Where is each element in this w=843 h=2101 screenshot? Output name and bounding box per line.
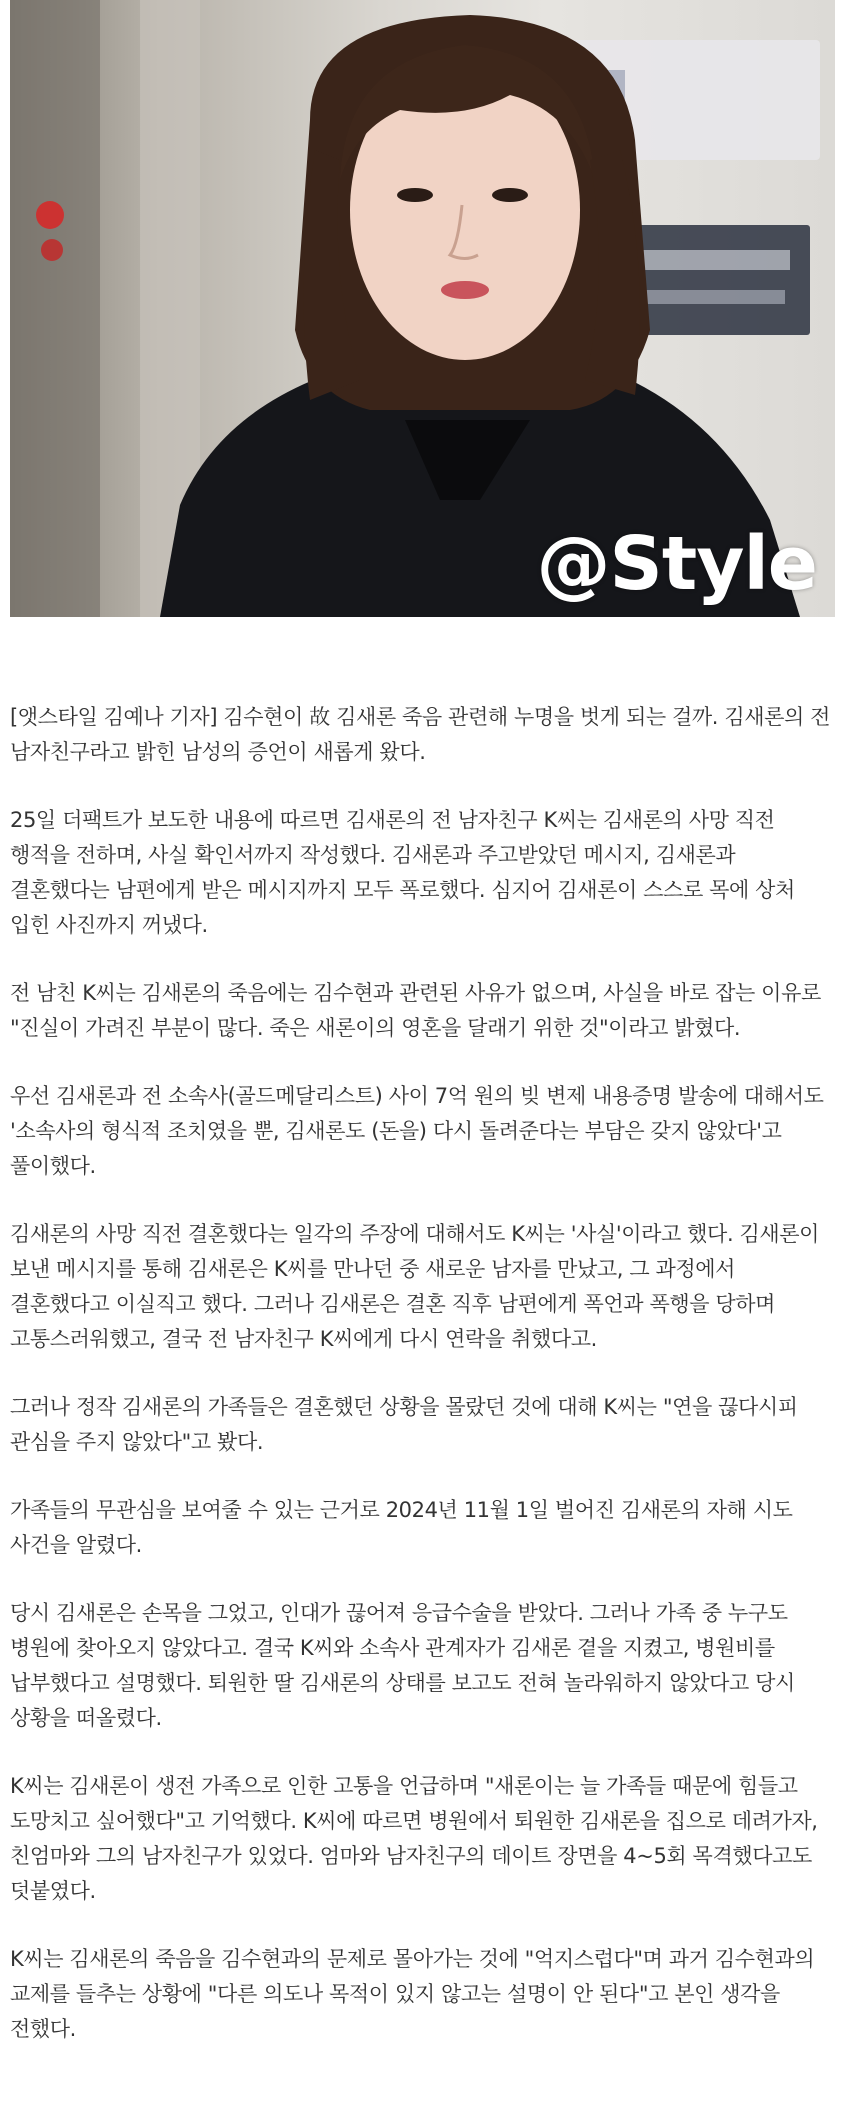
article-body xyxy=(10,700,833,2080)
article-paragraph: 당시 김새론은 손목을 그었고, 인대가 끊어져 응급수술을 받았다. 그러나 가족 중 누구도 병원에 찾아오지 않았다고. 결국 K씨와 소속사 관계자가 김새론 곁을 지켰고, 병원비를 납부했다고 설명했다. 퇴원한 딸 김새론의 상태를 보고도 전혀 놀라워하지 않았다고 당시 상황을 떠올렸다. xyxy=(10,1601,795,1730)
article-paragraph: 우선 김새론과 전 소속사(골드메달리스트) 사이 7억 원의 빚 변제 내용증명 발송에 대해서도 '소속사의 형식적 조치였을 뿐, 김새론도 (돈을) 다시 돌려준다는 부담은 갖지 않았다'고 풀이했다. xyxy=(10,1084,824,1178)
article-paragraph: 그러나 정작 김새론의 가족들은 결혼했던 상황을 몰랐던 것에 대해 K씨는 "연을 끊다시피 관심을 주지 않았다"고 봤다. xyxy=(10,1395,798,1454)
article-paragraph: [앳스타일 김예나 기자] 김수현이 故 김새론 죽음 관련해 누명을 벗게 되는 걸까. 김새론의 전 남자친구라고 밝힌 남성의 증언이 새롭게 왔다. xyxy=(10,705,831,764)
article-paragraph: K씨는 김새론의 죽음을 김수현과의 문제로 몰아가는 것에 "억지스럽다"며 과거 김수현과의 교제를 들추는 상황에 "다른 의도나 목적이 있지 않고는 설명이 안 된다"고 본인 생각을 전했다. xyxy=(10,1947,815,2041)
article-photo xyxy=(10,0,835,617)
photo-watermark: @Style xyxy=(536,521,817,607)
article-paragraph: K씨는 김새론이 생전 가족으로 인한 고통을 언급하며 "새론이는 늘 가족들 때문에 힘들고 도망치고 싶어했다"고 기억했다. K씨에 따르면 병원에서 퇴원한 김새론을 집으로 데려가자, 친엄마와 그의 남자친구가 있었다. 엄마와 남자친구의 데이트 장면을 4~5회 목격했다고도 덧붙였다. xyxy=(10,1774,818,1903)
article-paragraph: 김새론의 사망 직전 결혼했다는 일각의 주장에 대해서도 K씨는 '사실'이라고 했다. 김새론이 보낸 메시지를 통해 김새론은 K씨를 만나던 중 새로운 남자를 만났고, 그 과정에서 결혼했다고 이실직고 했다. 그러나 김새론은 결혼 직후 남편에게 폭언과 폭행을 당하며 고통스러워했고, 결국 전 남자친구 K씨에게 다시 연락을 취했다고. xyxy=(10,1222,820,1351)
article-paragraph: 25일 더팩트가 보도한 내용에 따르면 김새론의 전 남자친구 K씨는 김새론의 사망 직전 행적을 전하며, 사실 확인서까지 작성했다. 김새론과 주고받았던 메시지, 김새론과 결혼했다는 남편에게 받은 메시지까지 모두 폭로했다. 심지어 김새론이 스스로 목에 상처 입힌 사진까지 꺼냈다. xyxy=(10,808,795,937)
article-paragraph: 가족들의 무관심을 보여줄 수 있는 근거로 2024년 11월 1일 벌어진 김새론의 자해 시도 사건을 알렸다. xyxy=(10,1498,793,1557)
article-paragraph: 전 남친 K씨는 김새론의 죽음에는 김수현과 관련된 사유가 없으며, 사실을 바로 잡는 이유로 "진실이 가려진 부분이 많다. 죽은 새론이의 영혼을 달래기 위한 것"이라고 밝혔다. xyxy=(10,981,821,1040)
